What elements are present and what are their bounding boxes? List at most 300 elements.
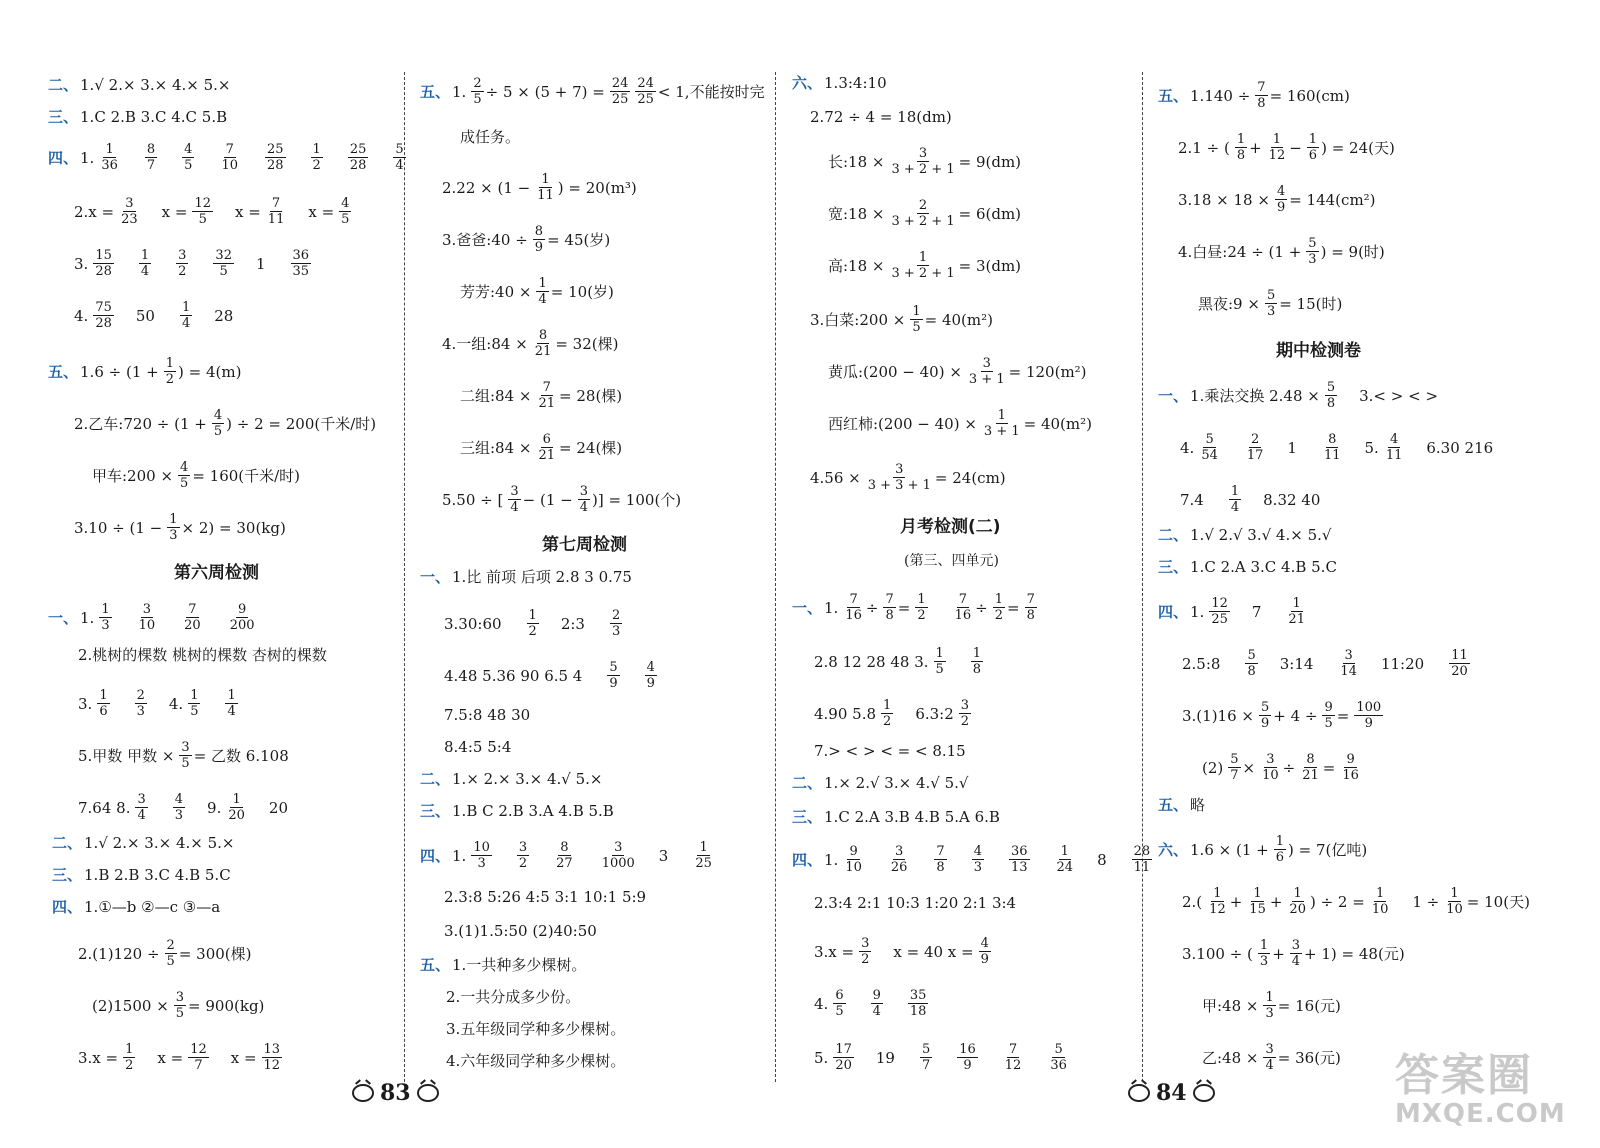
- answer-text: 5.: [1364, 438, 1379, 457]
- denominator: 4: [510, 500, 519, 515]
- fraction: [934, 844, 946, 875]
- denominator: 4: [872, 1004, 881, 1019]
- answer-text: 1.: [1190, 602, 1205, 621]
- numerator: 6: [835, 988, 844, 1003]
- numerator: 8: [538, 328, 548, 343]
- answer-text: +: [1249, 138, 1262, 157]
- answer-text: ÷: [865, 598, 879, 617]
- answer-text: ) ÷ 2 = 200(千米/时): [226, 414, 377, 433]
- answer-text: 芳芳:40 ×: [460, 282, 532, 301]
- denominator: 7: [921, 1058, 931, 1073]
- fraction: [1287, 886, 1308, 917]
- numerator: 1: [140, 248, 150, 263]
- fraction: [1325, 380, 1337, 411]
- denominator: 9: [534, 240, 544, 255]
- fraction: [610, 608, 622, 639]
- fraction: [123, 1042, 135, 1073]
- answer-line: [446, 988, 582, 1006]
- answer-line: [444, 888, 648, 906]
- answer-text: 4.48 5.36 90 6.5 4: [444, 666, 583, 685]
- numerator: 25: [349, 142, 367, 157]
- numerator: 3: [178, 248, 187, 263]
- section-label: 六、: [792, 74, 823, 92]
- answer-text: 1.√ 2.× 3.× 4.× 5.×: [80, 76, 231, 94]
- answer-text: 1.: [824, 598, 839, 617]
- fraction: [866, 462, 933, 493]
- numerator: 1: [699, 840, 708, 855]
- numerator: 1: [181, 300, 191, 315]
- denominator: 10: [1262, 768, 1279, 783]
- numerator: 1: [99, 688, 108, 703]
- answer-text: =: [897, 598, 911, 617]
- answer-line: [1202, 990, 1343, 1021]
- answer-text: 1.C 2.A 3.C 4.B 5.C: [1190, 558, 1337, 576]
- numerator: 4: [184, 142, 193, 157]
- fraction: [1207, 886, 1228, 917]
- denominator: 25: [611, 92, 629, 107]
- fraction: [536, 276, 548, 307]
- denominator: 2: [178, 264, 187, 279]
- answer-text: 11:20: [1380, 654, 1425, 673]
- denominator: 4: [579, 500, 588, 515]
- denominator: 25: [637, 92, 654, 107]
- page-number-right: [1122, 1080, 1221, 1106]
- numerator: 3: [982, 356, 991, 371]
- answer-line: [828, 146, 1023, 177]
- fraction: [93, 300, 114, 331]
- numerator: 5: [921, 1042, 931, 1057]
- numerator: 1: [1230, 484, 1240, 499]
- answer-line: [52, 834, 236, 852]
- denominator: 20: [184, 618, 201, 633]
- fraction: [226, 792, 247, 823]
- answer-text: ) ÷ 2 =: [1309, 892, 1365, 911]
- denominator: 3: [1259, 954, 1269, 969]
- answer-text: 1.B 2.B 3.C 4.B 5.C: [84, 866, 231, 884]
- answer-text: = 16(元): [1277, 996, 1341, 1015]
- numerator: 2: [1250, 432, 1260, 447]
- fraction: [1384, 432, 1405, 463]
- answer-text: 4.六年级同学种多少棵树。: [446, 1052, 626, 1070]
- section-label: 三、: [792, 808, 823, 826]
- answer-text: 3.x =: [78, 1048, 119, 1067]
- answer-text: 4.90 5.8: [814, 704, 877, 723]
- fraction: [213, 248, 234, 279]
- numerator: 100: [1356, 700, 1382, 715]
- answer-line: [828, 198, 1023, 229]
- denominator: 6: [99, 704, 108, 719]
- fraction: [176, 248, 188, 279]
- numerator: 1: [165, 356, 174, 371]
- denominator: 2: [960, 714, 970, 729]
- answer-text: 8.32 40: [1263, 490, 1321, 509]
- answer-text: 50: [135, 306, 155, 325]
- answer-line: [48, 108, 229, 126]
- denominator: 10: [221, 158, 238, 173]
- fraction: [1235, 132, 1247, 163]
- fraction: [1228, 752, 1240, 783]
- answer-text: 3.(1)1.5:50 (2)40:50: [444, 922, 597, 940]
- denominator: 8: [1326, 396, 1336, 411]
- answer-text: 2.3:8 5:26 4:5 3:1 10:1 5:9: [444, 888, 647, 906]
- fraction: [908, 988, 929, 1019]
- answer-line: [446, 1020, 627, 1038]
- section-label: 四、: [48, 148, 79, 167]
- denominator: 2: [165, 372, 174, 387]
- answer-text: 4.56 ×: [810, 468, 861, 487]
- numerator: 3: [518, 840, 528, 855]
- fraction: [1267, 132, 1288, 163]
- denominator: 3 + 2 + 1: [891, 214, 955, 229]
- answer-line: [792, 592, 1039, 623]
- answer-text: 3.< > < >: [1359, 386, 1439, 405]
- fraction: [1322, 700, 1334, 731]
- answer-text: ) = 7(亿吨): [1288, 840, 1368, 859]
- numerator: 1: [1272, 132, 1282, 147]
- denominator: 5: [180, 476, 189, 491]
- answer-text: 高:18 ×: [828, 256, 885, 275]
- denominator: 12: [263, 1058, 281, 1073]
- section-label: 五、: [1158, 86, 1189, 105]
- answer-line: [444, 922, 599, 940]
- answer-text: x =: [308, 202, 335, 221]
- answer-text: 7.4: [1180, 490, 1204, 509]
- column-2: [420, 62, 765, 1092]
- section-label: 五、: [48, 362, 79, 381]
- section-label: 三、: [52, 866, 83, 884]
- answer-text: 二组:84 ×: [460, 386, 532, 405]
- denominator: 2: [917, 608, 926, 623]
- fraction: [1009, 844, 1030, 875]
- denominator: 11: [537, 188, 554, 203]
- fraction: [535, 172, 556, 203]
- answer-line: [1180, 484, 1322, 515]
- numerator: 3: [142, 602, 152, 617]
- section-label: 二、: [792, 774, 823, 792]
- fraction: [1263, 1042, 1275, 1073]
- answer-line: [78, 792, 290, 823]
- answer-text: 1.√ 2.√ 3.√ 4.× 5.√: [1190, 526, 1332, 544]
- numerator: 3: [125, 196, 134, 211]
- numerator: 1: [1213, 886, 1222, 901]
- answer-line: [792, 774, 970, 792]
- denominator: 3: [1308, 252, 1317, 267]
- answer-text: 2.3:4 2:1 10:3 1:20 2:1 3:4: [814, 894, 1017, 912]
- ladybug-icon: [417, 1084, 439, 1102]
- answer-text: 1.一共种多少棵树。: [452, 956, 587, 974]
- answer-text: 5.: [814, 1048, 829, 1067]
- answer-text: 3.爸爸:40 ÷: [442, 230, 528, 249]
- numerator: 12: [1211, 596, 1228, 611]
- answer-text: 1.B C 2.B 3.A 4.B 5.B: [452, 802, 614, 820]
- numerator: 7: [188, 602, 197, 617]
- numerator: 1: [190, 688, 199, 703]
- answer-line: [460, 432, 624, 463]
- answer-line: [828, 250, 1023, 281]
- fraction: [188, 1042, 209, 1073]
- numerator: 5: [1260, 700, 1270, 715]
- answer-text: 略: [1190, 796, 1206, 814]
- fraction: [1290, 938, 1302, 969]
- answer-text: = 32(棵): [555, 334, 619, 353]
- answer-line: [74, 196, 353, 227]
- numerator: 7: [542, 380, 551, 395]
- fraction: [910, 304, 922, 335]
- denominator: 5: [1324, 716, 1333, 731]
- numerator: 1: [1450, 886, 1459, 901]
- answer-line: [420, 76, 767, 107]
- column-4: [1158, 62, 1558, 1092]
- numerator: 1: [227, 688, 236, 703]
- denominator: 27: [556, 856, 573, 871]
- section-label: 一、: [1158, 386, 1189, 405]
- column-divider-1: [404, 72, 405, 1082]
- answer-text: = 160(cm): [1269, 86, 1350, 105]
- numerator: 9: [237, 602, 247, 617]
- answer-line: [1178, 236, 1387, 267]
- denominator: 3: [169, 528, 178, 543]
- denominator: 28: [266, 158, 284, 173]
- denominator: 2: [312, 158, 321, 173]
- answer-line: [444, 660, 659, 691]
- numerator: 4: [973, 844, 982, 859]
- fraction: [915, 592, 927, 623]
- denominator: 54: [1201, 448, 1218, 463]
- denominator: 10: [845, 860, 862, 875]
- numerator: 2: [918, 198, 928, 213]
- fraction: [1258, 938, 1270, 969]
- section-label: 五、: [420, 956, 451, 974]
- numerator: 1: [1259, 938, 1269, 953]
- fraction: [833, 988, 845, 1019]
- answer-text: ÷ 5 × (5 + 7) =: [485, 82, 605, 101]
- denominator: 13: [1010, 860, 1028, 875]
- denominator: 25: [695, 856, 712, 871]
- numerator: 1: [528, 608, 537, 623]
- fraction: [135, 688, 147, 719]
- answer-line: [92, 460, 302, 491]
- denominator: 4: [1230, 500, 1240, 515]
- answer-line: [442, 172, 639, 203]
- answer-text: 2.(1)120 ÷: [78, 944, 160, 963]
- answer-line: [810, 108, 954, 126]
- denominator: 28: [349, 158, 367, 173]
- denominator: 7: [194, 1058, 203, 1073]
- fraction: [1444, 886, 1465, 917]
- fraction: [578, 484, 590, 515]
- answer-text: 28: [214, 306, 234, 325]
- section-label: 一、: [792, 598, 823, 617]
- answer-text: =: [1336, 706, 1350, 725]
- section-label: 五、: [420, 82, 451, 101]
- answer-line: [74, 300, 235, 331]
- numerator: 8: [146, 142, 156, 157]
- fraction: [843, 592, 864, 623]
- fraction: [1286, 596, 1307, 627]
- answer-text: +: [1272, 944, 1285, 963]
- denominator: 6: [1275, 850, 1284, 865]
- section-label: 四、: [1158, 602, 1189, 621]
- answer-line: [1182, 700, 1385, 731]
- fraction: [93, 248, 114, 279]
- fraction: [219, 142, 240, 173]
- answer-line: [444, 738, 513, 756]
- fraction: [934, 646, 946, 677]
- fraction: [1307, 132, 1319, 163]
- fraction: [889, 250, 956, 281]
- section-label: 二、: [420, 770, 451, 788]
- answer-line: [52, 866, 233, 884]
- fraction: [1265, 288, 1277, 319]
- numerator: 4: [1276, 184, 1286, 199]
- answer-line: [48, 602, 259, 633]
- fraction: [165, 938, 177, 969]
- answer-text: 三组:84 ×: [460, 438, 532, 457]
- numerator: 7: [849, 592, 858, 607]
- fraction: [871, 988, 883, 1019]
- numerator: 1: [883, 698, 892, 713]
- fraction: [265, 142, 286, 173]
- fraction: [179, 740, 191, 771]
- fraction: [1306, 236, 1318, 267]
- answer-text: 3.10 ÷ (1 −: [74, 518, 163, 537]
- fraction: [536, 432, 557, 463]
- fraction: [1003, 1042, 1024, 1073]
- section-label: 二、: [1158, 526, 1189, 544]
- denominator: 21: [538, 448, 556, 463]
- answer-text: 3:14: [1279, 654, 1314, 673]
- fraction: [188, 688, 200, 719]
- fraction: [859, 936, 871, 967]
- denominator: 5: [935, 662, 944, 677]
- denominator: 24: [1056, 860, 1074, 875]
- numerator: 4: [180, 460, 189, 475]
- denominator: 9: [646, 676, 655, 691]
- fraction: [889, 198, 956, 229]
- answer-text: x =: [235, 202, 261, 221]
- fraction: [1199, 432, 1220, 463]
- fraction: [266, 196, 287, 227]
- section-label: 二、: [48, 76, 79, 94]
- numerator: 1: [312, 142, 321, 157]
- fraction: [971, 646, 983, 677]
- answer-line: [92, 990, 266, 1021]
- answer-text: 2.x =: [74, 202, 115, 221]
- denominator: 5: [912, 320, 921, 335]
- answer-text: = 24(cm): [934, 468, 1006, 487]
- answer-text: 1.C 2.B 3.C 4.C 5.B: [80, 108, 228, 126]
- answer-text: 2:3: [560, 614, 585, 633]
- fraction: [1340, 752, 1361, 783]
- denominator: 5: [341, 212, 350, 227]
- answer-text: 1.①—b ②—c ③—a: [84, 898, 221, 916]
- denominator: 8: [1236, 148, 1246, 163]
- fraction: [99, 142, 120, 173]
- numerator: 5: [1054, 1042, 1063, 1057]
- fraction: [212, 408, 224, 439]
- numerator: 1: [1292, 596, 1301, 611]
- denominator: 8: [1257, 96, 1266, 111]
- denominator: 16: [845, 608, 862, 623]
- answer-line: [1158, 80, 1352, 111]
- numerator: 9: [872, 988, 881, 1003]
- answer-text: 1.140 ÷: [1190, 86, 1251, 105]
- fraction: [883, 592, 895, 623]
- numerator: 5: [1205, 432, 1214, 447]
- answer-line: [814, 742, 968, 760]
- denominator: 4: [181, 316, 191, 331]
- numerator: 28: [1133, 844, 1151, 859]
- fraction: [554, 840, 575, 871]
- answer-text: ×: [1242, 758, 1256, 777]
- fraction: [182, 142, 194, 173]
- numerator: 3: [510, 484, 519, 499]
- answer-line: [420, 568, 634, 586]
- fraction: [1229, 484, 1241, 515]
- fraction: [1274, 834, 1286, 865]
- answer-line: [420, 956, 588, 974]
- answer-text: +: [1229, 892, 1243, 911]
- answer-text: 成任务。: [460, 128, 521, 146]
- section-heading: 期中检测卷: [1276, 341, 1361, 361]
- answer-text: x =: [157, 1048, 184, 1067]
- numerator: 3: [1291, 938, 1301, 953]
- answer-text: ) = 24(天): [1321, 138, 1395, 157]
- answer-text: 5.甲数 甲数 ×: [78, 746, 175, 765]
- fraction: [1048, 1042, 1069, 1073]
- answer-text: 6.30 216: [1426, 438, 1494, 457]
- fraction: [1260, 752, 1281, 783]
- numerator: 5: [1230, 752, 1239, 767]
- fraction: [959, 698, 971, 729]
- answer-text: ) = 20(m³): [557, 178, 637, 197]
- fraction: [1255, 80, 1267, 111]
- denominator: 3: [101, 618, 110, 633]
- denominator: 4: [1265, 1058, 1274, 1073]
- denominator: 8: [1026, 608, 1035, 623]
- answer-text: − (1 −: [522, 490, 573, 509]
- numerator: 1: [997, 408, 1006, 423]
- answer-text: 1.6 ÷ (1 +: [80, 362, 159, 381]
- numerator: 1: [1236, 132, 1246, 147]
- numerator: 1: [917, 592, 926, 607]
- answer-text: ÷: [1282, 758, 1296, 777]
- numerator: 12: [190, 1042, 207, 1057]
- denominator: 10: [1446, 902, 1463, 917]
- numerator: 3: [1265, 1042, 1274, 1057]
- answer-line: [814, 1042, 1071, 1073]
- numerator: 5: [395, 142, 404, 157]
- fraction: [1132, 844, 1153, 875]
- numerator: 4: [980, 936, 989, 951]
- answer-text: 2.1 ÷ (: [1178, 138, 1230, 157]
- denominator: 2: [528, 624, 537, 639]
- answer-text: 19: [875, 1048, 895, 1067]
- fraction: [97, 688, 109, 719]
- denominator: 16: [954, 608, 972, 623]
- answer-text: ÷: [975, 598, 988, 617]
- answer-line: [442, 224, 612, 255]
- answer-text: + 1) = 48(元): [1304, 944, 1405, 963]
- denominator: 2: [125, 1058, 134, 1073]
- fraction: [174, 990, 186, 1021]
- denominator: 23: [121, 212, 138, 227]
- answer-text: 1.: [824, 850, 839, 869]
- answer-line: [444, 608, 624, 639]
- numerator: 3: [137, 792, 146, 807]
- fraction: [517, 840, 529, 871]
- answer-text: 1.3:4:10: [824, 74, 887, 92]
